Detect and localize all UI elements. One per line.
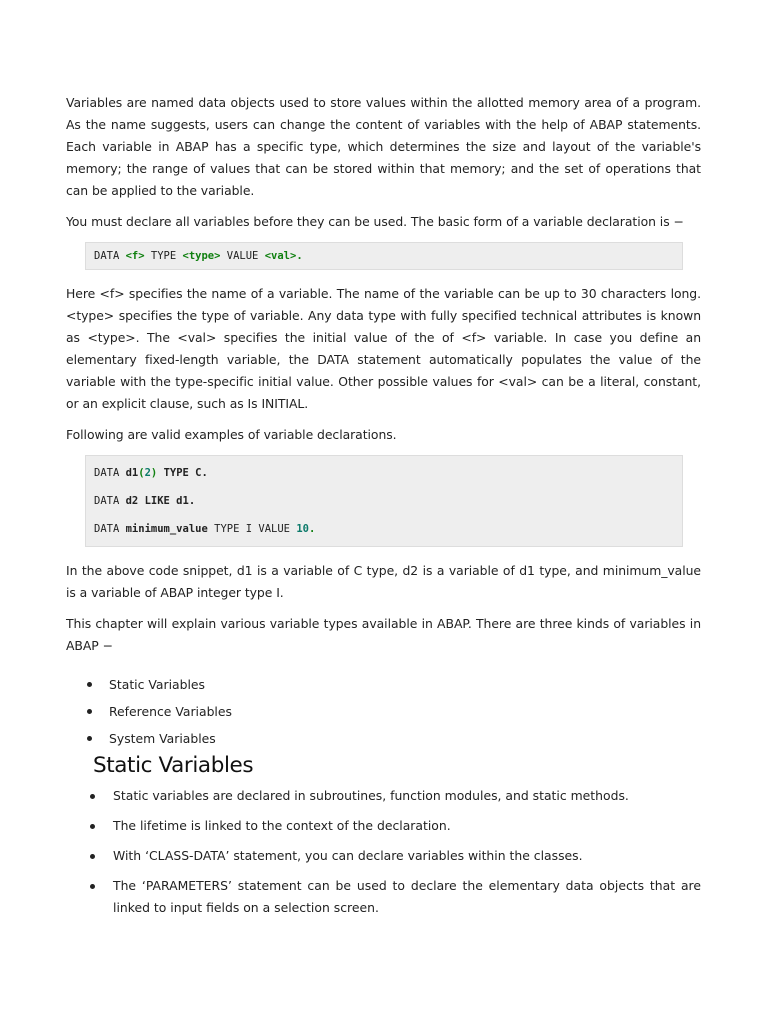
snippet-explanation-paragraph: In the above code snippet, d1 is a variable of C type, d2 is a variable of d1 type, and minimum_value is a variable of ABAP integer type I. [66,563,701,600]
list-item: The ‘PARAMETERS’ statement can be used to declare the elementary data objects that are linked to input fields on a selection screen. [66,875,701,919]
explanation-paragraph: Here <f> specifies the name of a variable. The name of the variable can be up to 30 characters long. <type> specifies the type of variable. Any data type with fully specified technical attributes is known as <type>. The <val> specifies the initial value of the of <f> variable. In case you define an elementary fixed-length variable, the DATA statement automatically populates the value of the variable with the type-specific initial value. Other possible values for <val> can be a literal, constant, or an explicit clause, such as Is INITIAL. [66,286,701,411]
list-item: Static Variables [66,671,701,698]
document-page [66,92,701,927]
code-punct: ( [138,467,145,479]
code-keyword: VALUE [220,250,265,262]
list-item: The lifetime is linked to the context of the declaration. [66,815,701,837]
code-variable: minimum_value [125,523,208,535]
code-number: 2 [144,467,151,479]
code-block-examples [85,455,683,547]
examples-intro-paragraph: Following are valid examples of variable declarations. [66,427,397,442]
code-keyword: DATA [94,495,126,507]
code-placeholder-val: <val>. [264,250,303,262]
code-text: d2 LIKE d1. [125,495,196,507]
static-variables-list [66,785,701,919]
section-heading: Static Variables [93,753,254,778]
code-number: 10 [296,523,309,535]
code-line-d2 [94,487,674,515]
code-keyword: TYPE I VALUE [207,523,297,535]
list-item: Reference Variables [66,698,701,725]
code-keyword: TYPE [144,250,183,262]
code-placeholder-type: <type> [182,250,221,262]
list-item: Static variables are declared in subroutines, function modules, and static methods. [66,785,701,807]
variable-kinds-list [66,671,701,752]
code-text: TYPE C. [157,467,208,479]
code-line [94,246,674,266]
code-keyword: DATA [94,523,126,535]
list-item: With ‘CLASS-DATA’ statement, you can declare variables within the classes. [66,845,701,867]
code-placeholder-f: <f> [125,250,145,262]
code-punct: . [308,523,316,535]
intro-paragraph: Variables are named data objects used to store values within the allotted memory area of a program. As the name suggests, users can change the content of variables with the help of ABAP statements. Each variable in ABAP has a specific type, which determines the size and layout of the variable's memory; the range of values that can be stored within that memory; and the set of operations that can be applied to the variable. [66,95,701,198]
code-line-minimum-value [94,515,674,543]
list-item: System Variables [66,725,701,752]
declaration-intro-paragraph: You must declare all variables before they can be used. The basic form of a variable declaration is − [66,214,684,229]
chapter-intro-paragraph: This chapter will explain various variable types available in ABAP. There are three kinds of variables in ABAP − [66,616,701,653]
code-keyword: DATA [94,467,126,479]
code-variable: d1 [125,467,139,479]
code-block-declaration-syntax [85,242,683,270]
code-punct: ) [150,467,158,479]
code-line-d1 [94,459,674,487]
code-keyword: DATA [94,250,126,262]
